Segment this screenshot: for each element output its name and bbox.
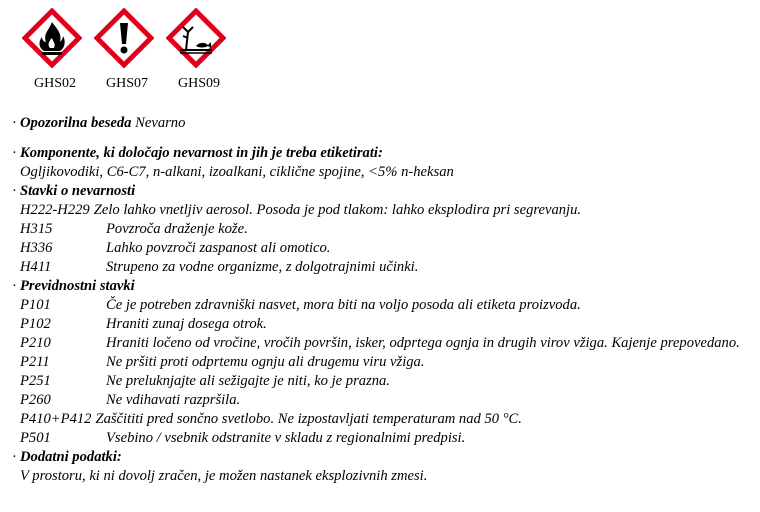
precaution-text: Hraniti ločeno od vročine, vročih površin, isker, odprtega ognja in drugih virov vžiga. Kajenje prepovedano. [106, 335, 740, 351]
bullet: · [12, 145, 17, 161]
bullet: · [12, 115, 17, 131]
flame-icon [22, 8, 82, 68]
hazard-text: Zelo lahko vnetljiv aerosol. Posoda je pod tlakom: lahko eksplodira pri segrevanju. [93, 202, 582, 218]
precaution-statement [12, 315, 756, 334]
bullet: · [12, 449, 17, 465]
safety-label-text [12, 114, 756, 486]
hazard-code: H411 [20, 259, 52, 275]
signal-word-line [12, 114, 756, 133]
additional-info-section [12, 448, 756, 486]
precaution-code: P102 [20, 316, 51, 332]
signal-word-label: Opozorilna beseda [20, 115, 132, 131]
components-section [12, 144, 756, 182]
pictogram-ghs02 [20, 8, 90, 91]
pictogram-ghs09 [164, 8, 234, 91]
pictogram-code: GHS09 [177, 76, 220, 91]
hazard-heading [12, 182, 756, 201]
hazard-statement [12, 201, 756, 220]
pictogram-code: GHS07 [105, 76, 148, 91]
hazard-statements-section [12, 182, 756, 277]
pictogram-code: GHS02 [33, 76, 76, 91]
hazard-heading-text: Stavki o nevarnosti [20, 183, 136, 199]
precaution-text: Ne vdihavati razpršila. [106, 392, 241, 408]
precaution-code: P101 [20, 297, 51, 313]
hazard-code: H315 [20, 221, 53, 237]
precaution-code: P501 [20, 430, 51, 446]
hazard-statement [12, 258, 756, 277]
additional-heading [12, 448, 756, 467]
precaution-code: P410+P412 [20, 411, 92, 427]
hazard-text: Lahko povzroči zaspanost ali omotico. [106, 240, 331, 256]
bullet: · [12, 183, 17, 199]
precaution-text: Zaščititi pred sončno svetlobo. Ne izpostavljati temperaturam nad 50 °C. [95, 411, 522, 427]
hazard-text: Povzroča draženje kože. [106, 221, 248, 237]
precaution-code: P211 [20, 354, 50, 370]
precaution-text: Če je potreben zdravniški nasvet, mora biti na voljo posoda ali etiketa proizvoda. [106, 297, 581, 313]
precaution-text: Hraniti zunaj dosega otrok. [106, 316, 267, 332]
additional-text: V prostoru, ki ni dovolj zračen, je možen nastanek eksplozivnih zmesi. [20, 468, 428, 484]
precaution-statement [12, 372, 756, 391]
precaution-text: Vsebino / vsebnik odstranite v skladu z regionalnimi predpisi. [106, 430, 466, 446]
components-text: Ogljikovodiki, C6-C7, n-alkani, izoalkani, ciklične spojine, <5% n-heksan [20, 164, 454, 180]
pictogram-ghs07 [92, 8, 162, 91]
hazard-code: H336 [20, 240, 53, 256]
precaution-statement [12, 334, 756, 353]
precaution-statement [12, 410, 756, 429]
signal-word-section [12, 114, 756, 133]
precaution-code: P210 [20, 335, 51, 351]
hazard-code: H222-H229 [20, 202, 90, 218]
components-heading-text: Komponente, ki določajo nevarnost in jih je treba etiketirati: [20, 145, 383, 161]
hazard-statement [12, 239, 756, 258]
precaution-code: P260 [20, 392, 51, 408]
precaution-text: Ne preluknjajte ali sežigajte je niti, ko je prazna. [106, 373, 390, 389]
precaution-heading-text: Previdnostni stavki [20, 278, 135, 294]
precaution-statement [12, 296, 756, 315]
precaution-heading [12, 277, 756, 296]
precautionary-statements-section [12, 277, 756, 448]
precaution-code: P251 [20, 373, 51, 389]
exclamation-icon [94, 8, 154, 68]
precaution-statement [12, 353, 756, 372]
precaution-text: Ne pršiti proti odprtemu ognju ali drugemu viru vžiga. [106, 354, 425, 370]
environment-icon [166, 8, 226, 68]
ghs-pictograms [20, 8, 250, 98]
signal-word-value: Nevarno [135, 115, 186, 131]
precaution-statement [12, 429, 756, 448]
components-heading [12, 144, 756, 163]
additional-heading-text: Dodatni podatki: [20, 449, 122, 465]
hazard-text: Strupeno za vodne organizme, z dolgotrajnimi učinki. [106, 259, 419, 275]
precaution-statement [12, 391, 756, 410]
hazard-statement [12, 220, 756, 239]
bullet: · [12, 278, 17, 294]
